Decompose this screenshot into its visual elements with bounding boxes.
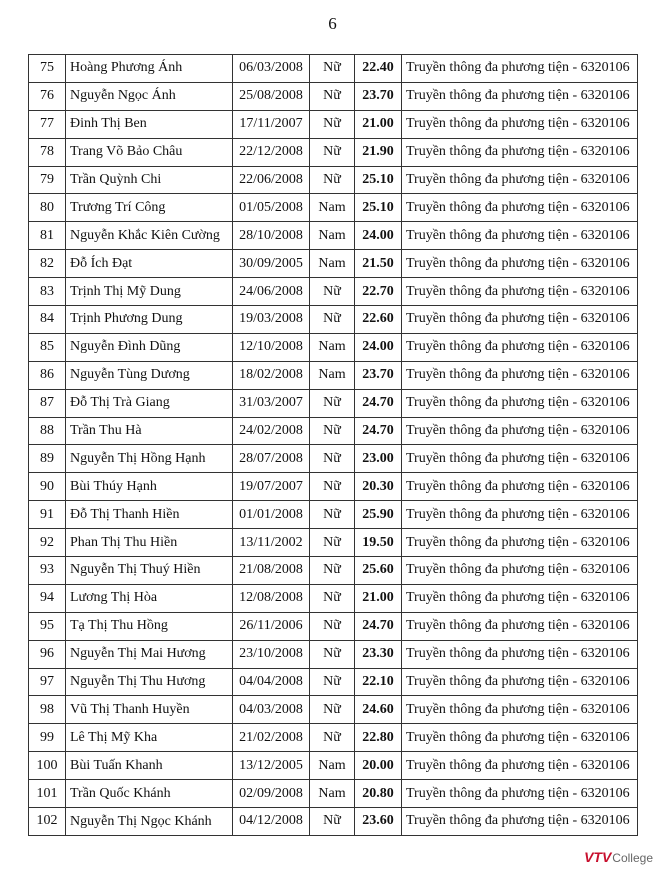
score-cell: 22.40 [355,55,402,83]
row-number-cell: 90 [29,473,66,501]
birth-date-cell: 18/02/2008 [233,361,310,389]
major-cell: Truyền thông đa phương tiện - 6320106 [402,138,638,166]
major-cell: Truyền thông đa phương tiện - 6320106 [402,250,638,278]
row-number-cell: 84 [29,306,66,334]
table-row [29,278,638,306]
gender-cell: Nữ [310,640,355,668]
table-row [29,361,638,389]
gender-cell: Nữ [310,529,355,557]
birth-date-cell: 21/02/2008 [233,724,310,752]
birth-date-cell: 26/11/2006 [233,612,310,640]
student-name-cell: Nguyễn Đình Dũng [66,333,233,361]
page-number: 6 [328,14,337,33]
table-row [29,668,638,696]
major-cell: Truyền thông đa phương tiện - 6320106 [402,668,638,696]
gender-cell: Nam [310,780,355,808]
score-cell: 24.00 [355,222,402,250]
student-name-cell: Trịnh Thị Mỹ Dung [66,278,233,306]
student-name-cell: Nguyễn Thị Thuý Hiền [66,557,233,585]
score-cell: 25.90 [355,501,402,529]
gender-cell: Nữ [310,557,355,585]
birth-date-cell: 06/03/2008 [233,55,310,83]
birth-date-cell: 19/03/2008 [233,306,310,334]
major-cell: Truyền thông đa phương tiện - 6320106 [402,166,638,194]
student-name-cell: Nguyễn Thị Ngọc Khánh [66,808,233,836]
student-name-cell: Đỗ Ích Đạt [66,250,233,278]
row-number-cell: 76 [29,82,66,110]
gender-cell: Nữ [310,166,355,194]
gender-cell: Nam [310,222,355,250]
brand-watermark [584,849,653,865]
birth-date-cell: 02/09/2008 [233,780,310,808]
gender-cell: Nữ [310,417,355,445]
table-row [29,306,638,334]
gender-cell: Nam [310,752,355,780]
score-cell: 23.00 [355,445,402,473]
student-name-cell: Đinh Thị Ben [66,110,233,138]
row-number-cell: 92 [29,529,66,557]
table-row [29,529,638,557]
score-cell: 20.00 [355,752,402,780]
student-name-cell: Nguyễn Thị Hồng Hạnh [66,445,233,473]
birth-date-cell: 24/02/2008 [233,417,310,445]
row-number-cell: 91 [29,501,66,529]
gender-cell: Nữ [310,668,355,696]
gender-cell: Nữ [310,138,355,166]
student-name-cell: Trang Võ Bảo Châu [66,138,233,166]
score-cell: 19.50 [355,529,402,557]
student-name-cell: Trương Trí Công [66,194,233,222]
birth-date-cell: 25/08/2008 [233,82,310,110]
major-cell: Truyền thông đa phương tiện - 6320106 [402,445,638,473]
student-name-cell: Trịnh Phương Dung [66,306,233,334]
table-row [29,584,638,612]
major-cell: Truyền thông đa phương tiện - 6320106 [402,724,638,752]
student-name-cell: Nguyễn Tùng Dương [66,361,233,389]
admission-list-table [28,54,638,836]
row-number-cell: 75 [29,55,66,83]
major-cell: Truyền thông đa phương tiện - 6320106 [402,529,638,557]
gender-cell: Nam [310,250,355,278]
score-cell: 24.00 [355,333,402,361]
gender-cell: Nữ [310,389,355,417]
student-name-cell: Vũ Thị Thanh Huyền [66,696,233,724]
row-number-cell: 86 [29,361,66,389]
gender-cell: Nam [310,333,355,361]
row-number-cell: 99 [29,724,66,752]
row-number-cell: 78 [29,138,66,166]
major-cell: Truyền thông đa phương tiện - 6320106 [402,640,638,668]
table-row [29,389,638,417]
major-cell: Truyền thông đa phương tiện - 6320106 [402,194,638,222]
score-cell: 25.10 [355,194,402,222]
student-name-cell: Lương Thị Hòa [66,584,233,612]
table-row [29,333,638,361]
row-number-cell: 77 [29,110,66,138]
score-cell: 22.60 [355,306,402,334]
birth-date-cell: 23/10/2008 [233,640,310,668]
row-number-cell: 81 [29,222,66,250]
row-number-cell: 83 [29,278,66,306]
gender-cell: Nữ [310,55,355,83]
major-cell: Truyền thông đa phương tiện - 6320106 [402,584,638,612]
score-cell: 21.90 [355,138,402,166]
table-row [29,696,638,724]
birth-date-cell: 17/11/2007 [233,110,310,138]
major-cell: Truyền thông đa phương tiện - 6320106 [402,612,638,640]
table-row [29,250,638,278]
student-name-cell: Tạ Thị Thu Hồng [66,612,233,640]
table-row [29,166,638,194]
table-row [29,557,638,585]
gender-cell: Nữ [310,584,355,612]
birth-date-cell: 28/10/2008 [233,222,310,250]
table-row [29,473,638,501]
brand-vtv-logo: VTV [584,849,612,865]
table-row [29,640,638,668]
student-name-cell: Lê Thị Mỹ Kha [66,724,233,752]
row-number-cell: 100 [29,752,66,780]
major-cell: Truyền thông đa phương tiện - 6320106 [402,696,638,724]
row-number-cell: 80 [29,194,66,222]
score-cell: 23.30 [355,640,402,668]
row-number-cell: 82 [29,250,66,278]
major-cell: Truyền thông đa phương tiện - 6320106 [402,306,638,334]
major-cell: Truyền thông đa phương tiện - 6320106 [402,473,638,501]
row-number-cell: 98 [29,696,66,724]
row-number-cell: 79 [29,166,66,194]
major-cell: Truyền thông đa phương tiện - 6320106 [402,501,638,529]
student-name-cell: Trần Thu Hà [66,417,233,445]
birth-date-cell: 31/03/2007 [233,389,310,417]
score-cell: 22.70 [355,278,402,306]
row-number-cell: 87 [29,389,66,417]
score-cell: 25.60 [355,557,402,585]
score-cell: 21.00 [355,584,402,612]
gender-cell: Nữ [310,612,355,640]
row-number-cell: 97 [29,668,66,696]
row-number-cell: 95 [29,612,66,640]
student-name-cell: Trần Quốc Khánh [66,780,233,808]
student-name-cell: Trần Quỳnh Chi [66,166,233,194]
birth-date-cell: 04/04/2008 [233,668,310,696]
row-number-cell: 93 [29,557,66,585]
table-row [29,612,638,640]
major-cell: Truyền thông đa phương tiện - 6320106 [402,780,638,808]
score-cell: 24.70 [355,612,402,640]
student-name-cell: Bùi Thúy Hạnh [66,473,233,501]
birth-date-cell: 30/09/2005 [233,250,310,278]
score-cell: 23.60 [355,808,402,836]
major-cell: Truyền thông đa phương tiện - 6320106 [402,55,638,83]
major-cell: Truyền thông đa phương tiện - 6320106 [402,82,638,110]
major-cell: Truyền thông đa phương tiện - 6320106 [402,417,638,445]
row-number-cell: 88 [29,417,66,445]
score-cell: 21.00 [355,110,402,138]
row-number-cell: 102 [29,808,66,836]
gender-cell: Nữ [310,110,355,138]
birth-date-cell: 04/03/2008 [233,696,310,724]
table-row [29,138,638,166]
score-cell: 24.70 [355,389,402,417]
major-cell: Truyền thông đa phương tiện - 6320106 [402,110,638,138]
gender-cell: Nam [310,194,355,222]
row-number-cell: 94 [29,584,66,612]
birth-date-cell: 22/06/2008 [233,166,310,194]
major-cell: Truyền thông đa phương tiện - 6320106 [402,333,638,361]
gender-cell: Nữ [310,82,355,110]
score-cell: 24.70 [355,417,402,445]
score-cell: 22.10 [355,668,402,696]
score-cell: 25.10 [355,166,402,194]
student-name-cell: Phan Thị Thu Hiền [66,529,233,557]
birth-date-cell: 21/08/2008 [233,557,310,585]
table-row [29,82,638,110]
brand-college-text: College [612,851,653,865]
birth-date-cell: 24/06/2008 [233,278,310,306]
major-cell: Truyền thông đa phương tiện - 6320106 [402,222,638,250]
gender-cell: Nữ [310,724,355,752]
birth-date-cell: 13/11/2002 [233,529,310,557]
row-number-cell: 101 [29,780,66,808]
gender-cell: Nữ [310,306,355,334]
row-number-cell: 96 [29,640,66,668]
major-cell: Truyền thông đa phương tiện - 6320106 [402,278,638,306]
student-name-cell: Đỗ Thị Thanh Hiền [66,501,233,529]
table-body [29,55,638,836]
major-cell: Truyền thông đa phương tiện - 6320106 [402,557,638,585]
row-number-cell: 85 [29,333,66,361]
score-cell: 23.70 [355,361,402,389]
birth-date-cell: 01/05/2008 [233,194,310,222]
student-name-cell: Nguyễn Khắc Kiên Cường [66,222,233,250]
birth-date-cell: 22/12/2008 [233,138,310,166]
student-name-cell: Hoàng Phương Ánh [66,55,233,83]
birth-date-cell: 04/12/2008 [233,808,310,836]
table-row [29,110,638,138]
gender-cell: Nữ [310,445,355,473]
student-name-cell: Bùi Tuấn Khanh [66,752,233,780]
gender-cell: Nữ [310,808,355,836]
gender-cell: Nữ [310,278,355,306]
table-row [29,724,638,752]
table-row [29,222,638,250]
birth-date-cell: 13/12/2005 [233,752,310,780]
major-cell: Truyền thông đa phương tiện - 6320106 [402,361,638,389]
birth-date-cell: 28/07/2008 [233,445,310,473]
major-cell: Truyền thông đa phương tiện - 6320106 [402,389,638,417]
gender-cell: Nữ [310,473,355,501]
birth-date-cell: 12/10/2008 [233,333,310,361]
table-row [29,808,638,836]
gender-cell: Nữ [310,501,355,529]
table-row [29,445,638,473]
birth-date-cell: 19/07/2007 [233,473,310,501]
major-cell: Truyền thông đa phương tiện - 6320106 [402,808,638,836]
score-cell: 21.50 [355,250,402,278]
student-name-cell: Đỗ Thị Trà Giang [66,389,233,417]
score-cell: 23.70 [355,82,402,110]
major-cell: Truyền thông đa phương tiện - 6320106 [402,752,638,780]
student-name-cell: Nguyễn Thị Thu Hương [66,668,233,696]
table-row [29,780,638,808]
table-row [29,417,638,445]
gender-cell: Nữ [310,696,355,724]
table-row [29,194,638,222]
score-cell: 20.30 [355,473,402,501]
score-cell: 24.60 [355,696,402,724]
table-row [29,501,638,529]
table-row [29,55,638,83]
score-cell: 20.80 [355,780,402,808]
score-cell: 22.80 [355,724,402,752]
student-name-cell: Nguyễn Ngọc Ánh [66,82,233,110]
row-number-cell: 89 [29,445,66,473]
gender-cell: Nam [310,361,355,389]
birth-date-cell: 12/08/2008 [233,584,310,612]
birth-date-cell: 01/01/2008 [233,501,310,529]
table-row [29,752,638,780]
student-name-cell: Nguyễn Thị Mai Hương [66,640,233,668]
